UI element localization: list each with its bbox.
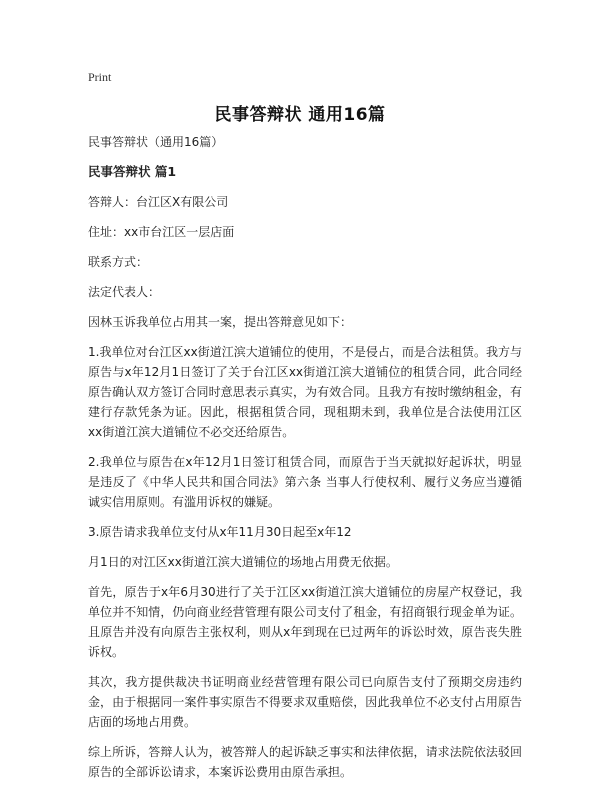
paragraph-point-3b: 月1日的对江区xx街道江滨大道铺位的场地占用费无依据。 (88, 555, 398, 569)
paragraph-contact: 联系方式： (88, 255, 149, 269)
paragraph-point-2: 2.我单位与原告在x年12月1日签订租赁合同，而原告于当天就拟好起诉状，明显是违反了《中华人民共和国合同法》第六条 当事人行使权利、履行义务应当遵循诚实信用原则。有滥用诉权的嫌疑。 (88, 455, 522, 509)
print-link[interactable]: Print (88, 70, 112, 84)
paragraph-intro: 因林玉诉我单位占用其一案，提出答辩意见如下： (88, 315, 353, 329)
section-heading: 民事答辩状 篇1 (88, 164, 177, 179)
article-subtitle: 民事答辩状（通用16篇） (88, 135, 224, 149)
paragraph-conclusion: 综上所诉，答辩人认为，被答辩人的起诉缺乏事实和法律依据，请求法院依法驳回原告的全部诉讼请求，本案诉讼费用由原告承担。 (88, 745, 522, 779)
page-title: 民事答辩状 通用16篇 (214, 105, 386, 125)
paragraph-address: 住址：xx市台江区一层店面 (88, 225, 235, 239)
paragraph-point-1: 1.我单位对台江区xx街道江滨大道铺位的使用，不是侵占，而是合法租赁。我方与原告与x年12月1日签订了关于台江区xx街道江滨大道铺位的租赁合同，此合同经原告确认双方签订合同时意思表示真实，为有效合同。且我方有按时缴纳租金，有建行存款凭条为证。因此，根据租赁合同，现租期未到，我单位是合法使用江区xx街道江滨大道铺位不必交还给原告。 (88, 345, 522, 439)
paragraph-first-reason: 首先，原告于x年6月30进行了关于江区xx街道江滨大道铺位的房屋产权登记，我单位并不知情，仍向商业经营管理有限公司支付了租金，有招商银行现金单为证。且原告并没有向原告主张权利，则从x年到现在已过两年的诉讼时效，原告丧失胜诉权。 (88, 585, 522, 659)
paragraph-legal-representative: 法定代表人： (88, 285, 161, 299)
paragraph-second-reason: 其次，我方提供裁决书证明商业经营管理有限公司已向原告支付了预期交房违约金，由于根据同一案件事实原告不得要求双重赔偿，因此我单位不必支付占用原告店面的场地占用费。 (88, 675, 522, 729)
paragraph-respondent: 答辩人：台江区X有限公司 (88, 195, 229, 209)
article-body (88, 132, 522, 792)
paragraph-point-3a: 3.原告请求我单位支付从x年11月30日起至x年12 (88, 525, 352, 539)
